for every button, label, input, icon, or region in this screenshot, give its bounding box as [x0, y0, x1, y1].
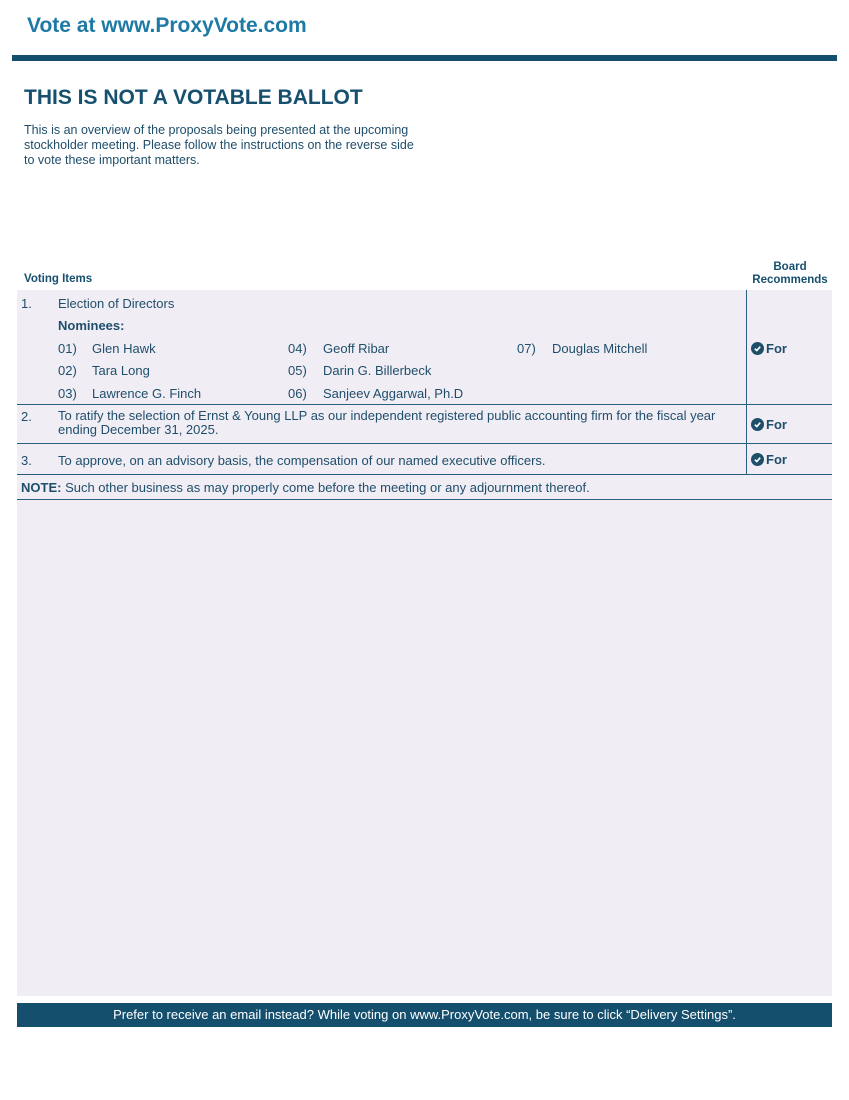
- board-recommendation: [751, 417, 787, 432]
- item-number: 2.: [21, 409, 32, 424]
- checkmark-icon: [751, 418, 764, 431]
- nominee-name: Darin G. Billerbeck: [323, 363, 432, 378]
- intro-text: This is an overview of the proposals being presented at the upcoming stockholder meeting. Please follow the instructions on the reverse side to vote these important matters.: [24, 123, 414, 167]
- note-body: Such other business as may properly come before the meeting or any adjournment thereof.: [61, 480, 590, 495]
- voting-items-header: Voting Items: [24, 273, 93, 285]
- recommendation-label: For: [766, 452, 787, 467]
- note-label: NOTE:: [21, 480, 62, 495]
- note-row: [17, 475, 832, 499]
- checkmark-icon: [751, 342, 764, 355]
- nominee-name: Douglas Mitchell: [552, 341, 648, 356]
- voting-item-2: [17, 405, 832, 443]
- header-divider: [12, 55, 837, 61]
- checkmark-icon: [751, 453, 764, 466]
- nominee-name: Lawrence G. Finch: [92, 386, 202, 401]
- nominee-number: 07): [517, 341, 536, 356]
- board-recommendation: [751, 452, 787, 467]
- row-divider: [17, 499, 832, 500]
- item-text: To ratify the selection of Ernst & Young LLP as our independent registered public accounting firm for the fiscal year ending December 31, 2025.: [58, 408, 716, 437]
- proxyvote-link[interactable]: Vote at www.ProxyVote.com: [27, 14, 307, 37]
- nominee-name: Tara Long: [92, 363, 150, 378]
- item-number: 1.: [21, 296, 32, 311]
- recommendation-label: For: [766, 341, 787, 356]
- nominee-name: Glen Hawk: [92, 341, 156, 356]
- nominees-label: Nominees:: [58, 318, 125, 333]
- item-title: Election of Directors: [58, 296, 175, 311]
- board-recommends-header: [746, 261, 834, 287]
- nominee-number: 04): [288, 341, 307, 356]
- nominee-number: 05): [288, 363, 307, 378]
- nominee-number: 02): [58, 363, 77, 378]
- board-recommends-line1: Board: [773, 261, 807, 273]
- recommendation-label: For: [766, 417, 787, 432]
- voting-item-3: [17, 444, 832, 474]
- page-title: THIS IS NOT A VOTABLE BALLOT: [24, 86, 363, 109]
- nominee-name: Sanjeev Aggarwal, Ph.D: [323, 386, 464, 401]
- voting-item-1: [17, 290, 832, 404]
- note-text: [21, 480, 590, 495]
- item-number: 3.: [21, 453, 32, 468]
- item-text: To approve, on an advisory basis, the compensation of our named executive officers.: [58, 453, 546, 468]
- nominee-number: 03): [58, 386, 77, 401]
- footer-banner: [17, 1003, 832, 1027]
- nominee-number: 01): [58, 341, 77, 356]
- board-recommendation: [751, 341, 787, 356]
- footer-text: Prefer to receive an email instead? While voting on www.ProxyVote.com, be sure to click “Delivery Settings”.: [113, 1007, 736, 1022]
- nominee-name: Geoff Ribar: [323, 341, 390, 356]
- board-recommends-line2: Recommends: [752, 274, 828, 286]
- nominee-number: 06): [288, 386, 307, 401]
